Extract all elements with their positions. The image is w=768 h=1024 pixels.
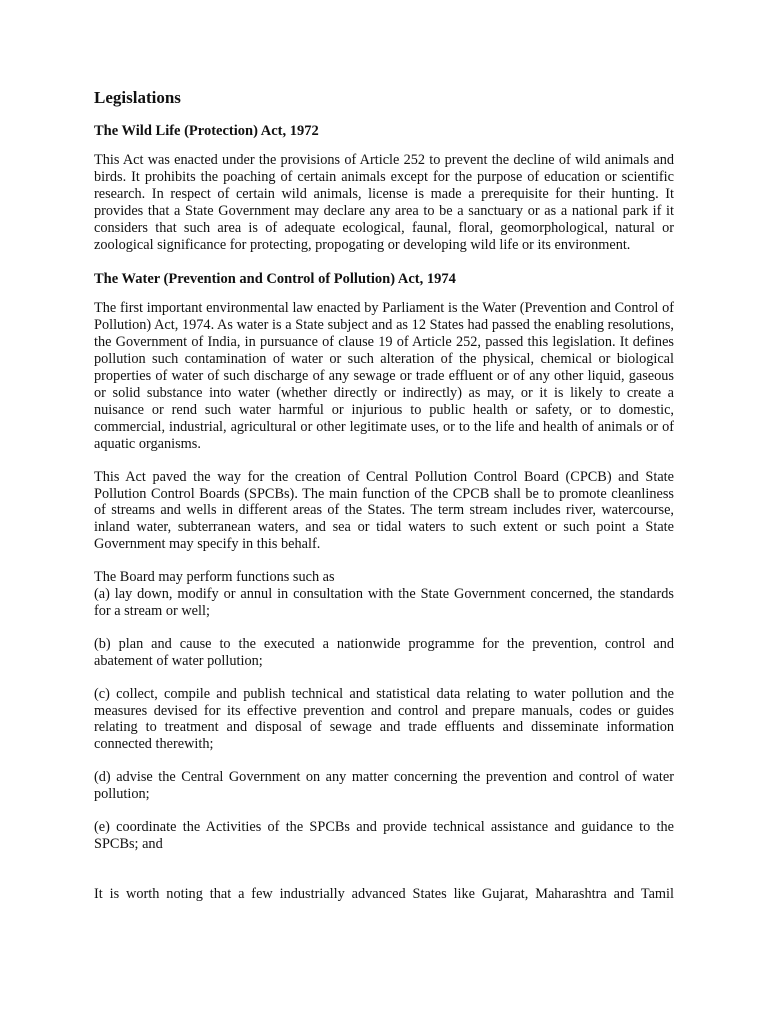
document-title: Legislations — [94, 88, 181, 107]
function-item-e: (e) coordinate the Activities of the SPCBs and provide technical assistance and guidance to the SPCBs; and — [94, 819, 674, 852]
function-item-d: (d) advise the Central Government on any matter concerning the prevention and control of water pollution; — [94, 769, 674, 803]
paragraph-spacer — [94, 869, 674, 886]
function-item-c: (c) collect, compile and publish technical and statistical data relating to water pollution and the measures devised for its effective prevention and control and prepare manuals, codes or guides relating to treatment and disposal of sewage and trade effluents and disseminate information connected therewith; — [94, 685, 674, 753]
document-page — [94, 86, 674, 919]
water-act-paragraph-2: This Act paved the way for the creation of Central Pollution Control Board (CPCB) and State Pollution Control Boards (SPCBs). The main function of the CPCB shall be to promote cleanliness of streams and wells in different areas of the States. The term stream includes river, watercourse, inland water, subterranean waters, and sea or tidal waters to such extent or such point a State Government may specify in this behalf. — [94, 468, 674, 553]
section-heading-wildlife-act: The Wild Life (Protection) Act, 1972 — [94, 123, 319, 139]
water-act-paragraph-1: The first important environmental law enacted by Parliament is the Water (Prevention and Control of Pollution) Act, 1974. As water is a State subject and as 12 States had passed the enabling resolutions, the Government of India, in pursuance of clause 19 of Article 252, passed this legislation. It defines pollution such contamination of water or such alteration of the physical, chemical or biological properties of water of such discharge of any sewage or trade effluent or of any other liquid, gaseous or solid substance into water (whether directly or indirectly) as may, or it is likely to create a nuisance or rend such water harmful or injurious to public health or safety, or to domestic, commercial, industrial, agricultural or other legitimate uses, or to the life and health of animals or of aquatic organisms. — [94, 300, 674, 452]
function-item-a: (a) lay down, modify or annul in consultation with the State Government concerned, the standards for a stream or well; — [94, 586, 674, 619]
functions-intro: The Board may perform functions such as — [94, 569, 335, 586]
section-heading-water-act: The Water (Prevention and Control of Pollution) Act, 1974 — [94, 271, 456, 288]
wildlife-act-paragraph: This Act was enacted under the provisions of Article 252 to prevent the decline of wild animals and birds. It prohibits the poaching of certain animals except for the purpose of education or scientific research. In respect of certain wild animals, license is made a prerequisite for their hunting. It provides that a State Government may declare any area to be a sanctuary or as a national park if it considers that such area is of adequate ecological, faunal, floral, geomorphological, natural or zoological significance for protecting, propogating or developing wild life or its environment. — [94, 152, 674, 253]
closing-paragraph: It is worth noting that a few industrially advanced States like Gujarat, Maharashtra and Tamil — [94, 885, 674, 902]
function-item-b: (b) plan and cause to the executed a nationwide programme for the prevention, control and abatement of water pollution; — [94, 635, 674, 669]
